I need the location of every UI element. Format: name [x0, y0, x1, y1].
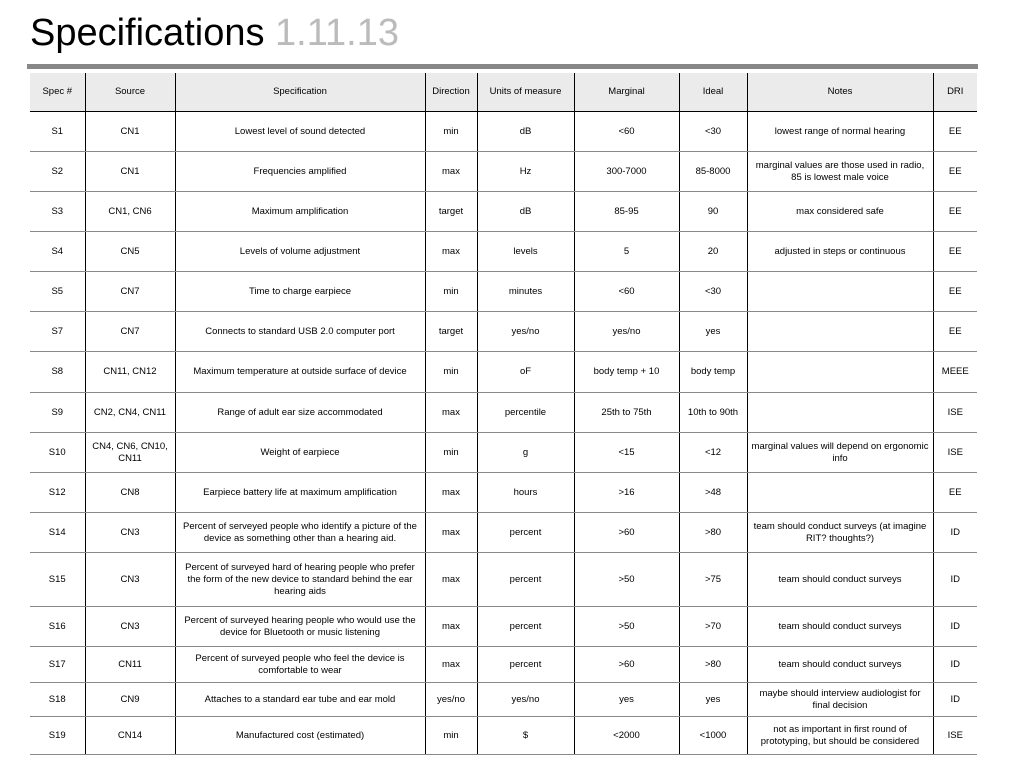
cell-dri: EE — [933, 232, 977, 272]
cell-specification: Frequencies amplified — [175, 152, 425, 192]
cell-direction: max — [425, 473, 477, 513]
column-header-direction: Direction — [425, 73, 477, 112]
cell-source: CN1 — [85, 112, 175, 152]
cell-source: CN7 — [85, 312, 175, 352]
cell-notes: team should conduct surveys (at imagine RIT? thoughts?) — [747, 513, 933, 553]
cell-notes: adjusted in steps or continuous — [747, 232, 933, 272]
cell-ideal: 90 — [679, 192, 747, 232]
table-header-row — [30, 73, 977, 112]
table-row — [30, 152, 977, 192]
cell-direction: min — [425, 352, 477, 393]
cell-units: percent — [477, 647, 574, 683]
cell-dri: MEEE — [933, 352, 977, 393]
cell-direction: max — [425, 553, 477, 607]
table-body — [30, 112, 977, 755]
cell-ideal: yes — [679, 683, 747, 717]
cell-units: levels — [477, 232, 574, 272]
cell-direction: target — [425, 192, 477, 232]
column-header-units: Units of measure — [477, 73, 574, 112]
column-header-source: Source — [85, 73, 175, 112]
cell-notes: team should conduct surveys — [747, 607, 933, 647]
cell-marginal: >50 — [574, 607, 679, 647]
cell-marginal: 85-95 — [574, 192, 679, 232]
cell-spec-number: S19 — [30, 717, 85, 755]
version-number: 1.11.13 — [275, 12, 399, 54]
cell-units: g — [477, 433, 574, 473]
cell-dri: EE — [933, 473, 977, 513]
cell-dri: EE — [933, 152, 977, 192]
cell-specification: Connects to standard USB 2.0 computer port — [175, 312, 425, 352]
cell-units: yes/no — [477, 312, 574, 352]
cell-source: CN2, CN4, CN11 — [85, 393, 175, 433]
table-row — [30, 312, 977, 352]
cell-marginal: >60 — [574, 513, 679, 553]
cell-notes: team should conduct surveys — [747, 647, 933, 683]
cell-ideal: body temp — [679, 352, 747, 393]
cell-source: CN7 — [85, 272, 175, 312]
cell-spec-number: S15 — [30, 553, 85, 607]
table-row — [30, 683, 977, 717]
cell-dri: ID — [933, 647, 977, 683]
cell-specification: Weight of earpiece — [175, 433, 425, 473]
cell-dri: ISE — [933, 393, 977, 433]
cell-direction: max — [425, 647, 477, 683]
cell-direction: min — [425, 433, 477, 473]
cell-notes — [747, 393, 933, 433]
cell-marginal: <60 — [574, 112, 679, 152]
cell-ideal: <1000 — [679, 717, 747, 755]
cell-specification: Levels of volume adjustment — [175, 232, 425, 272]
cell-source: CN11 — [85, 647, 175, 683]
cell-specification: Attaches to a standard ear tube and ear mold — [175, 683, 425, 717]
cell-units: percent — [477, 513, 574, 553]
cell-marginal: 300-7000 — [574, 152, 679, 192]
cell-ideal: 85-8000 — [679, 152, 747, 192]
cell-units: oF — [477, 352, 574, 393]
cell-marginal: >60 — [574, 647, 679, 683]
cell-notes — [747, 312, 933, 352]
cell-notes — [747, 272, 933, 312]
cell-spec-number: S1 — [30, 112, 85, 152]
column-header-spec-number: Spec # — [30, 73, 85, 112]
table-row — [30, 433, 977, 473]
cell-spec-number: S4 — [30, 232, 85, 272]
cell-notes: team should conduct surveys — [747, 553, 933, 607]
cell-source: CN1, CN6 — [85, 192, 175, 232]
cell-marginal: yes — [574, 683, 679, 717]
cell-marginal: 5 — [574, 232, 679, 272]
cell-specification: Maximum amplification — [175, 192, 425, 232]
cell-units: percentile — [477, 393, 574, 433]
cell-marginal: body temp + 10 — [574, 352, 679, 393]
cell-specification: Time to charge earpiece — [175, 272, 425, 312]
cell-spec-number: S14 — [30, 513, 85, 553]
table-row — [30, 393, 977, 433]
cell-specification: Percent of surveyed hearing people who would use the device for Bluetooth or music listening — [175, 607, 425, 647]
table-row — [30, 272, 977, 312]
cell-units: dB — [477, 192, 574, 232]
specifications-table — [30, 73, 977, 755]
table-row — [30, 473, 977, 513]
cell-source: CN11, CN12 — [85, 352, 175, 393]
cell-notes: max considered safe — [747, 192, 933, 232]
cell-source: CN3 — [85, 553, 175, 607]
cell-notes: lowest range of normal hearing — [747, 112, 933, 152]
table-row — [30, 352, 977, 393]
cell-direction: yes/no — [425, 683, 477, 717]
cell-ideal: >80 — [679, 513, 747, 553]
cell-direction: max — [425, 607, 477, 647]
cell-notes: marginal values are those used in radio, 85 is lowest male voice — [747, 152, 933, 192]
column-header-notes: Notes — [747, 73, 933, 112]
cell-dri: ISE — [933, 433, 977, 473]
cell-spec-number: S17 — [30, 647, 85, 683]
cell-direction: min — [425, 112, 477, 152]
cell-dri: ID — [933, 513, 977, 553]
cell-spec-number: S7 — [30, 312, 85, 352]
cell-notes: maybe should interview audiologist for final decision — [747, 683, 933, 717]
cell-spec-number: S9 — [30, 393, 85, 433]
cell-units: yes/no — [477, 683, 574, 717]
cell-specification: Earpiece battery life at maximum amplification — [175, 473, 425, 513]
cell-source: CN14 — [85, 717, 175, 755]
table-row — [30, 232, 977, 272]
cell-spec-number: S16 — [30, 607, 85, 647]
cell-spec-number: S2 — [30, 152, 85, 192]
cell-specification: Percent of surveyed people who feel the device is comfortable to wear — [175, 647, 425, 683]
cell-ideal: <30 — [679, 112, 747, 152]
cell-specification: Manufactured cost (estimated) — [175, 717, 425, 755]
cell-marginal: >16 — [574, 473, 679, 513]
cell-units: percent — [477, 607, 574, 647]
cell-dri: ID — [933, 553, 977, 607]
cell-ideal: <12 — [679, 433, 747, 473]
cell-dri: ISE — [933, 717, 977, 755]
cell-marginal: <2000 — [574, 717, 679, 755]
cell-ideal: >48 — [679, 473, 747, 513]
cell-source: CN5 — [85, 232, 175, 272]
cell-source: CN3 — [85, 513, 175, 553]
cell-ideal: yes — [679, 312, 747, 352]
cell-marginal: >50 — [574, 553, 679, 607]
title-text: Specifications — [30, 12, 265, 54]
cell-direction: max — [425, 152, 477, 192]
cell-direction: min — [425, 272, 477, 312]
cell-dri: ID — [933, 683, 977, 717]
cell-source: CN9 — [85, 683, 175, 717]
table-row — [30, 647, 977, 683]
title-divider — [27, 64, 978, 69]
table-row — [30, 112, 977, 152]
cell-specification: Percent of serveyed people who identify a picture of the device as something other than a hearing aid. — [175, 513, 425, 553]
cell-dri: EE — [933, 312, 977, 352]
table-row — [30, 607, 977, 647]
table-row — [30, 717, 977, 755]
column-header-specification: Specification — [175, 73, 425, 112]
cell-notes — [747, 473, 933, 513]
cell-notes: not as important in first round of prototyping, but should be considered — [747, 717, 933, 755]
cell-units: hours — [477, 473, 574, 513]
table-row — [30, 192, 977, 232]
cell-spec-number: S12 — [30, 473, 85, 513]
cell-units: minutes — [477, 272, 574, 312]
column-header-dri: DRI — [933, 73, 977, 112]
table-row — [30, 553, 977, 607]
cell-units: Hz — [477, 152, 574, 192]
cell-direction: max — [425, 232, 477, 272]
cell-specification: Percent of surveyed hard of hearing people who prefer the form of the new device to standard behind the ear hearing aids — [175, 553, 425, 607]
cell-ideal: >75 — [679, 553, 747, 607]
cell-dri: EE — [933, 272, 977, 312]
cell-notes: marginal values will depend on ergonomic info — [747, 433, 933, 473]
cell-units: $ — [477, 717, 574, 755]
cell-spec-number: S18 — [30, 683, 85, 717]
cell-spec-number: S3 — [30, 192, 85, 232]
cell-spec-number: S5 — [30, 272, 85, 312]
cell-source: CN4, CN6, CN10, CN11 — [85, 433, 175, 473]
cell-notes — [747, 352, 933, 393]
cell-marginal: <60 — [574, 272, 679, 312]
cell-dri: EE — [933, 192, 977, 232]
cell-marginal: yes/no — [574, 312, 679, 352]
cell-spec-number: S8 — [30, 352, 85, 393]
cell-ideal: 20 — [679, 232, 747, 272]
page-title — [30, 10, 399, 56]
cell-specification: Range of adult ear size accommodated — [175, 393, 425, 433]
cell-source: CN3 — [85, 607, 175, 647]
cell-marginal: 25th to 75th — [574, 393, 679, 433]
cell-spec-number: S10 — [30, 433, 85, 473]
cell-units: dB — [477, 112, 574, 152]
cell-units: percent — [477, 553, 574, 607]
cell-ideal: >70 — [679, 607, 747, 647]
cell-dri: ID — [933, 607, 977, 647]
cell-source: CN8 — [85, 473, 175, 513]
cell-specification: Lowest level of sound detected — [175, 112, 425, 152]
table-row — [30, 513, 977, 553]
cell-direction: max — [425, 393, 477, 433]
cell-ideal: >80 — [679, 647, 747, 683]
cell-direction: max — [425, 513, 477, 553]
cell-direction: target — [425, 312, 477, 352]
cell-source: CN1 — [85, 152, 175, 192]
cell-direction: min — [425, 717, 477, 755]
cell-specification: Maximum temperature at outside surface of device — [175, 352, 425, 393]
column-header-ideal: Ideal — [679, 73, 747, 112]
column-header-marginal: Marginal — [574, 73, 679, 112]
cell-ideal: 10th to 90th — [679, 393, 747, 433]
cell-dri: EE — [933, 112, 977, 152]
cell-marginal: <15 — [574, 433, 679, 473]
cell-ideal: <30 — [679, 272, 747, 312]
